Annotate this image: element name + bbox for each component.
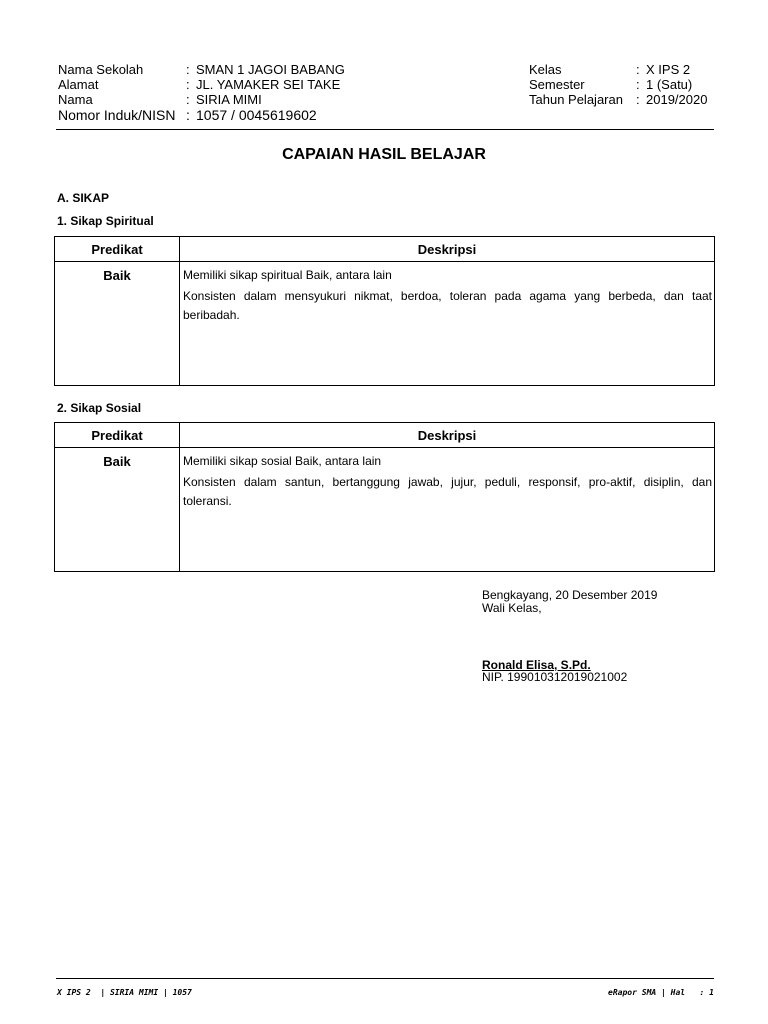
info-value: 1 (Satu) xyxy=(646,77,693,92)
predikat-value: Baik xyxy=(55,262,180,386)
signature-place-date: Bengkayang, 20 Desember 2019 xyxy=(482,588,658,602)
info-separator: : xyxy=(636,92,640,107)
table-row xyxy=(55,262,715,386)
info-value: 1057 / 0045619602 xyxy=(196,107,317,123)
info-value: X IPS 2 xyxy=(646,62,691,77)
info-separator: : xyxy=(186,92,190,107)
table-row xyxy=(55,448,715,572)
info-value: 2019/2020 xyxy=(646,92,708,107)
info-label: Nama xyxy=(58,92,93,107)
subsection-heading-sosial: 2. Sikap Sosial xyxy=(57,401,142,415)
subsection-heading-spiritual: 1. Sikap Spiritual xyxy=(57,214,154,228)
table-header-row xyxy=(55,237,715,262)
footer-right-text: eRapor SMA | Hal : 1 xyxy=(608,988,714,997)
signature-name: Ronald Elisa, S.Pd. xyxy=(482,658,591,672)
info-value: SIRIA MIMI xyxy=(196,92,262,107)
sosial-table xyxy=(54,422,715,572)
signature-role: Wali Kelas, xyxy=(482,601,542,615)
signature-nip: NIP. 199010312019021002 xyxy=(482,670,628,684)
info-value: JL. YAMAKER SEI TAKE xyxy=(196,77,341,92)
header-divider xyxy=(56,129,714,130)
info-label: Semester xyxy=(529,77,585,92)
table-header-row xyxy=(55,423,715,448)
info-separator: : xyxy=(636,62,640,77)
column-header-deskripsi: Deskripsi xyxy=(180,237,715,262)
info-separator: : xyxy=(186,77,190,92)
footer-divider xyxy=(56,978,714,979)
info-label: Nomor Induk/NISN xyxy=(58,107,176,123)
column-header-deskripsi: Deskripsi xyxy=(180,423,715,448)
predikat-value: Baik xyxy=(55,448,180,572)
deskripsi-intro: Memiliki sikap sosial Baik, antara lain xyxy=(183,454,382,468)
spiritual-table xyxy=(54,236,715,386)
deskripsi-cell xyxy=(180,262,715,386)
column-header-predikat: Predikat xyxy=(55,423,180,448)
info-label: Tahun Pelajaran xyxy=(529,92,623,107)
info-separator: : xyxy=(186,62,190,77)
info-separator: : xyxy=(636,77,640,92)
column-header-predikat: Predikat xyxy=(55,237,180,262)
info-value: SMAN 1 JAGOI BABANG xyxy=(196,62,345,77)
footer-left-text: X IPS 2 | SIRIA MIMI | 1057 xyxy=(57,988,192,997)
page-title: CAPAIAN HASIL BELAJAR xyxy=(282,146,486,163)
info-label: Alamat xyxy=(58,77,99,92)
deskripsi-detail: Konsisten dalam mensyukuri nikmat, berdoa, toleran pada agama yang berbeda, dan taat beribadah. xyxy=(183,289,712,322)
info-label: Nama Sekolah xyxy=(58,62,144,77)
section-heading-sikap: A. SIKAP xyxy=(57,191,110,205)
deskripsi-detail: Konsisten dalam santun, bertanggung jawab, jujur, peduli, responsif, pro-aktif, disiplin, dan toleransi. xyxy=(183,475,712,508)
info-separator: : xyxy=(186,107,190,123)
deskripsi-cell xyxy=(180,448,715,572)
info-label: Kelas xyxy=(529,62,562,77)
deskripsi-intro: Memiliki sikap spiritual Baik, antara lain xyxy=(183,268,392,282)
